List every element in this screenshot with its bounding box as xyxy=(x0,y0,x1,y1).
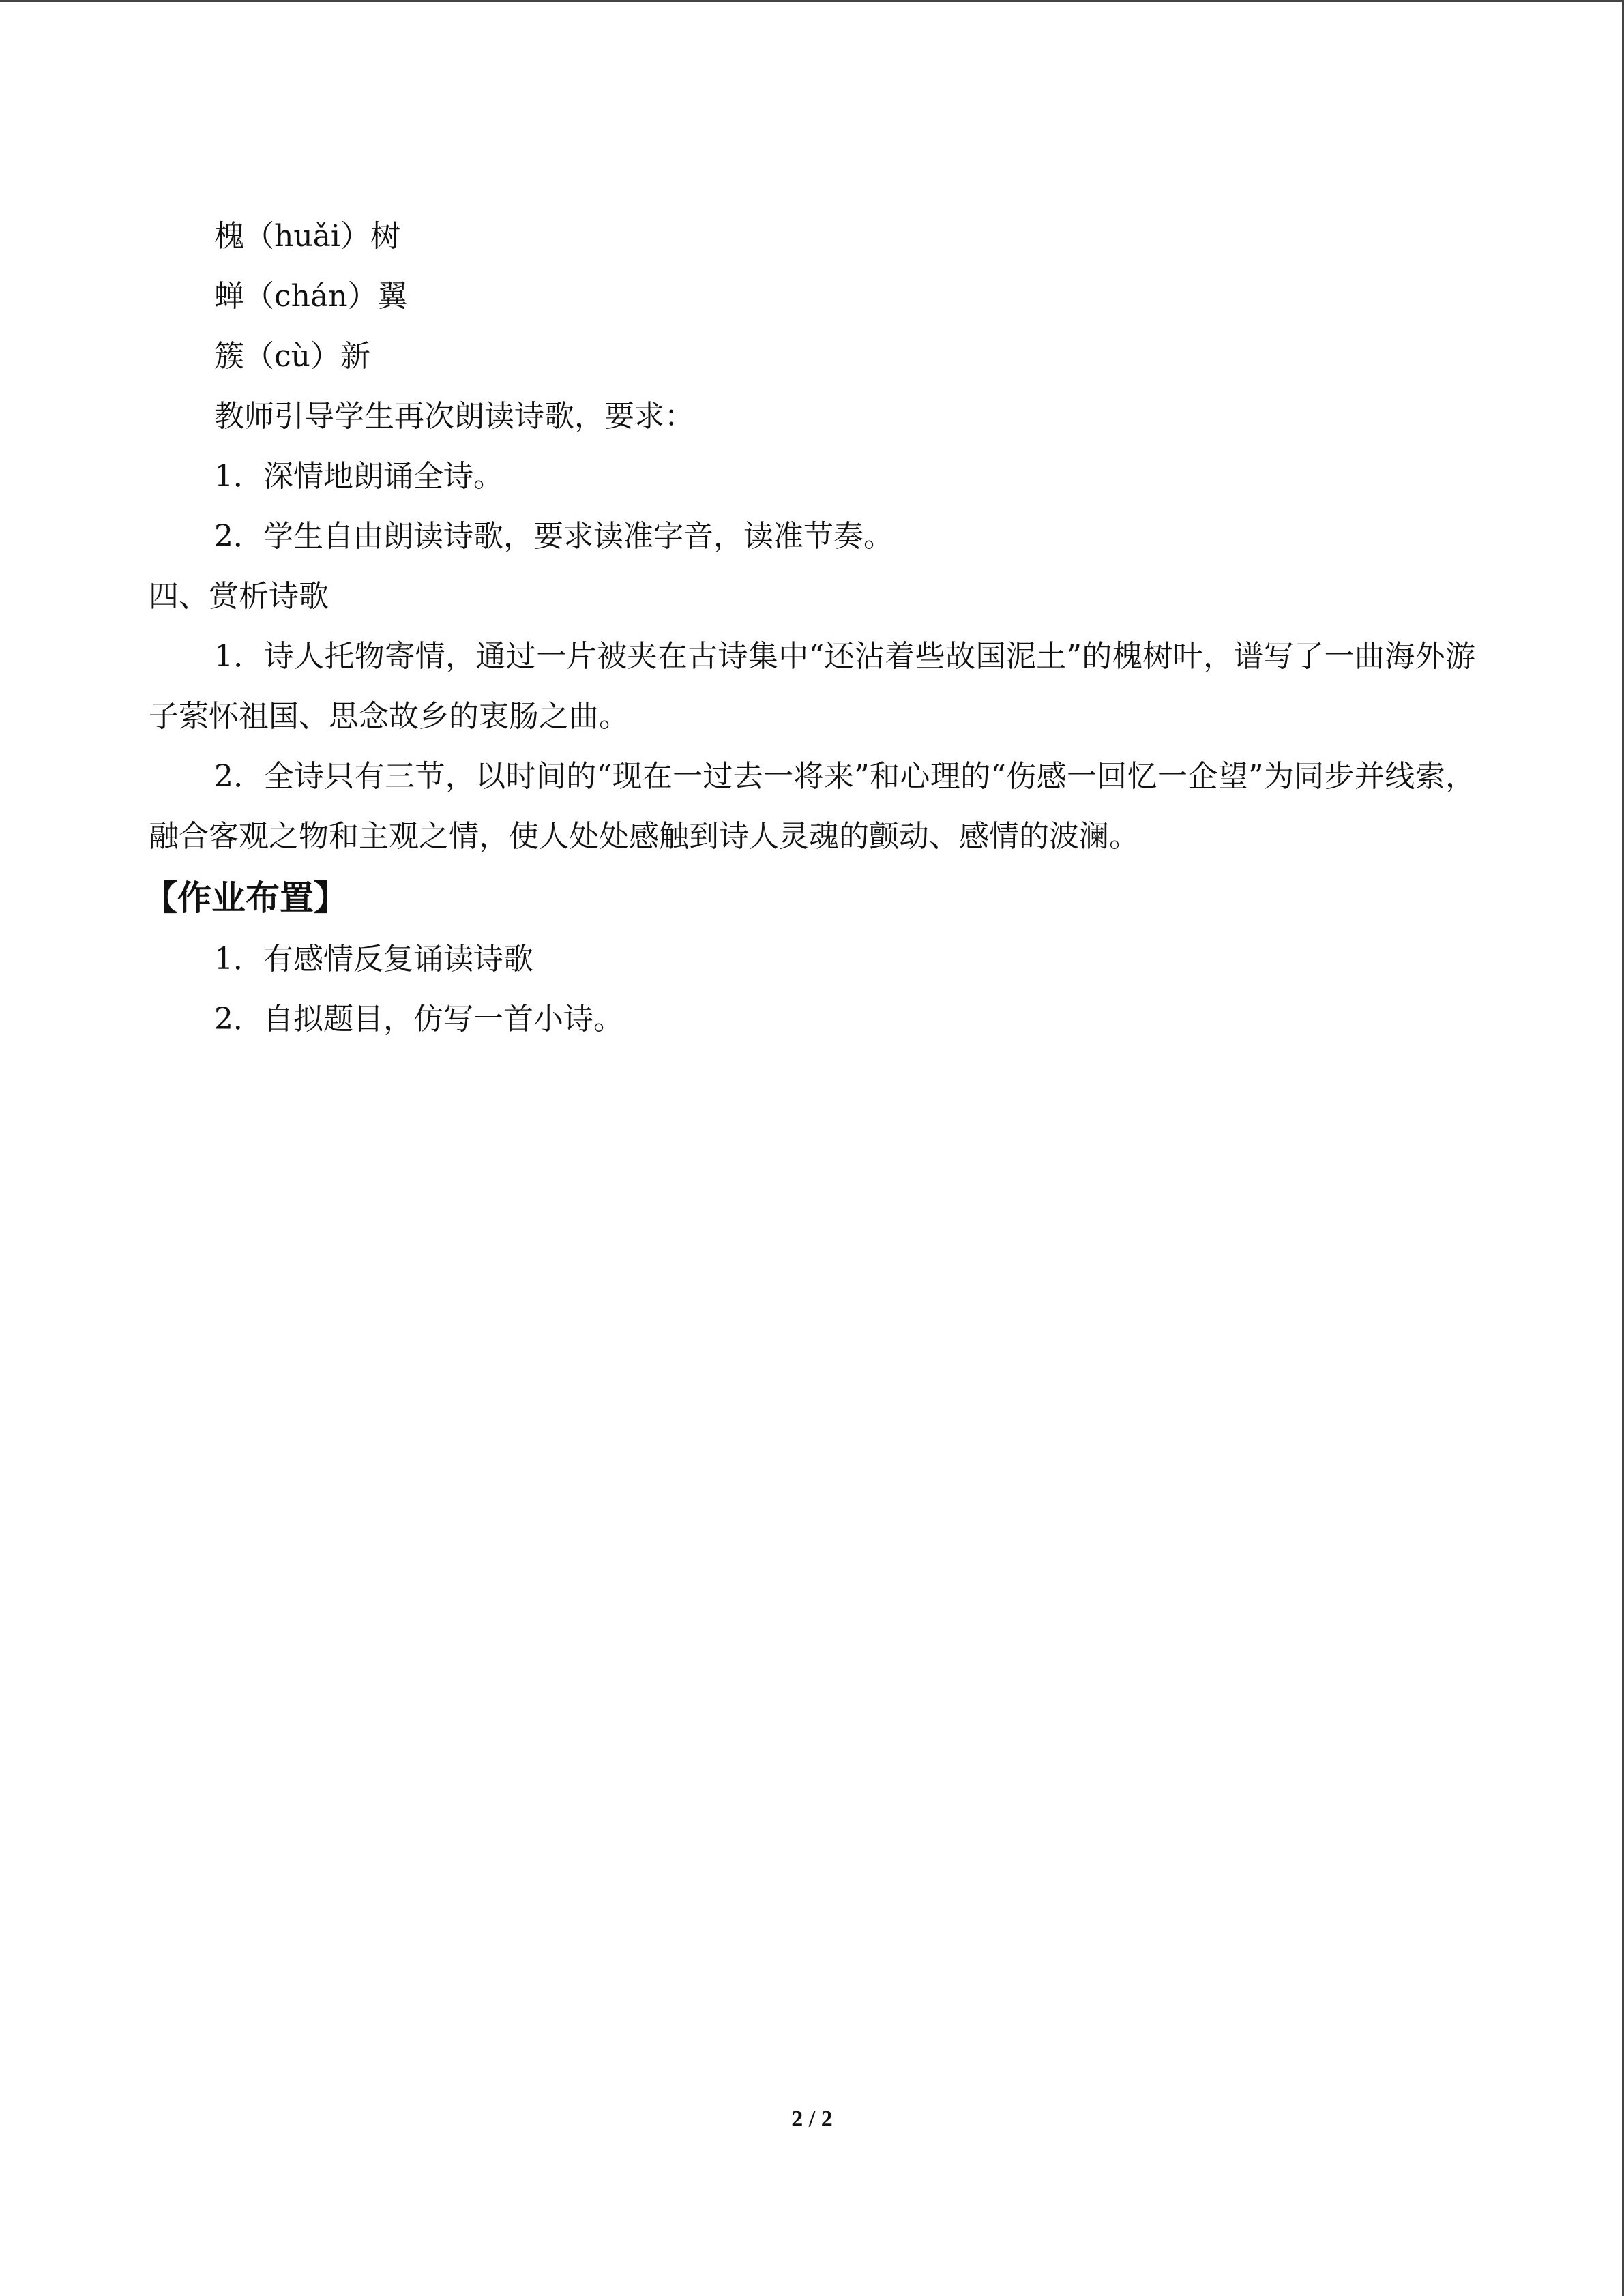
page-content xyxy=(143,207,1475,1049)
reading-instruction: 教师引导学生再次朗读诗歌，要求： xyxy=(214,399,694,434)
analysis-paragraph: 1．诗人托物寄情，通过一片被夹在古诗集中“还沾着些故国泥土”的槐树叶，谱写了一曲海外游子萦怀祖国、思念故乡的衷肠之曲。 xyxy=(149,639,1475,734)
homework-heading: 【作业布置】 xyxy=(143,878,348,918)
pronunciation-item: 簇（cù）新 xyxy=(214,339,370,374)
homework-item: 1．有感情反复诵读诗歌 xyxy=(214,942,533,976)
section-heading-analysis: 四、赏析诗歌 xyxy=(149,579,329,614)
analysis-paragraph: 2．全诗只有三节，以时间的“现在一过去一将来”和心理的“伤感一回忆一企望”为同步并线索，融合客观之物和主观之情，使人处处感触到诗人灵魂的颤动、感情的波澜。 xyxy=(149,759,1475,854)
reading-step: 2．学生自由朗读诗歌，要求读准字音，读准节奏。 xyxy=(214,519,894,554)
page-number: 2 / 2 xyxy=(791,2106,833,2132)
pronunciation-item: 蝉（chán）翼 xyxy=(214,279,408,314)
homework-item: 2．自拟题目，仿写一首小诗。 xyxy=(214,1002,623,1037)
reading-step: 1．深情地朗诵全诗。 xyxy=(214,459,503,494)
pronunciation-item: 槐（huǎi）树 xyxy=(214,219,400,254)
